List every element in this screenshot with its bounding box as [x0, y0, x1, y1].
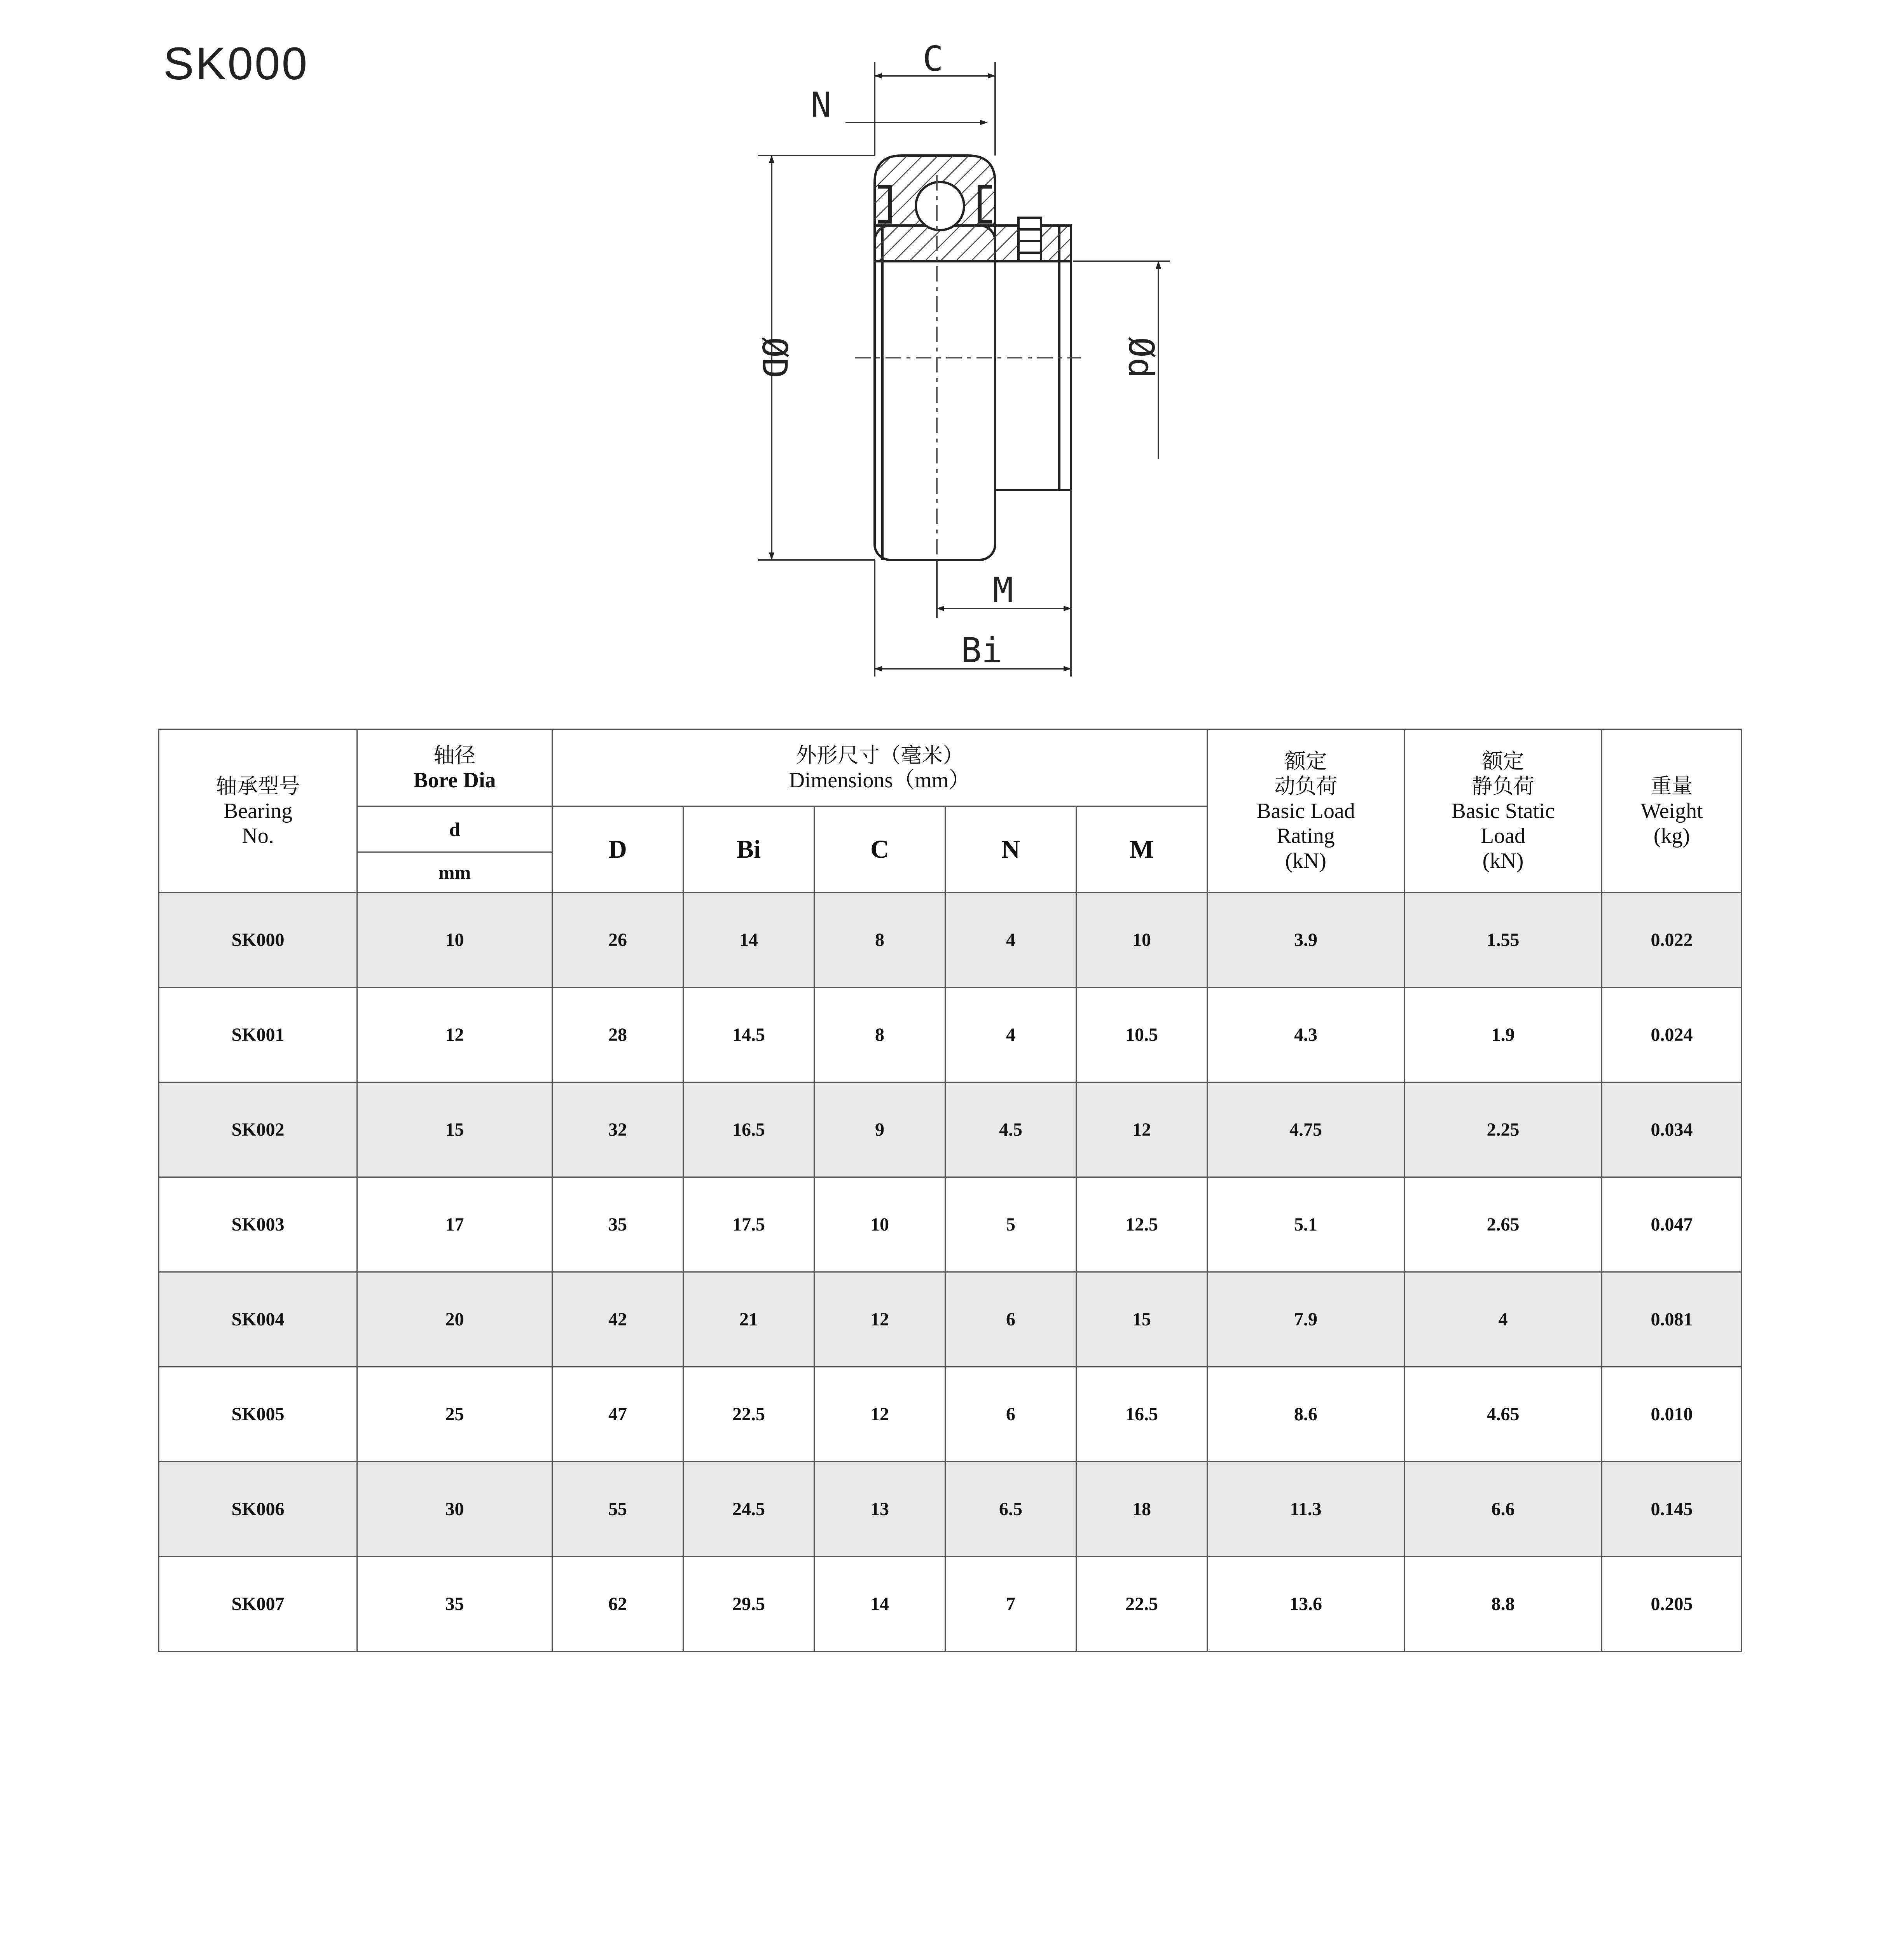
cell-d: 42	[552, 1272, 683, 1367]
cell-weight: 0.047	[1602, 1177, 1742, 1272]
cell-n: 6	[945, 1367, 1076, 1462]
cell-c: 9	[814, 1082, 945, 1177]
cell-bi: 14.5	[683, 988, 814, 1082]
header-bore-unit: mm	[357, 852, 552, 893]
header-dim-bi: Bi	[683, 806, 814, 893]
cell-bore: 35	[357, 1557, 552, 1652]
cell-bearing-no: SK007	[159, 1557, 357, 1652]
table-row	[159, 1272, 1742, 1367]
cell-n: 5	[945, 1177, 1076, 1272]
cell-bi: 29.5	[683, 1557, 814, 1652]
cell-d: 28	[552, 988, 683, 1082]
cell-m: 12	[1076, 1082, 1207, 1177]
cell-bore: 15	[357, 1082, 552, 1177]
cell-weight: 0.010	[1602, 1367, 1742, 1462]
header-dim-c: C	[814, 806, 945, 893]
cell-static-load: 4.65	[1404, 1367, 1602, 1462]
label-od: ØD	[755, 337, 795, 378]
cell-d: 26	[552, 893, 683, 988]
cell-c: 12	[814, 1272, 945, 1367]
cell-weight: 0.022	[1602, 893, 1742, 988]
label-bore: Ød	[1121, 337, 1161, 378]
cell-weight: 0.145	[1602, 1462, 1742, 1557]
cell-bearing-no: SK000	[159, 893, 357, 988]
cell-m: 18	[1076, 1462, 1207, 1557]
cell-weight: 0.024	[1602, 988, 1742, 1082]
cell-m: 12.5	[1076, 1177, 1207, 1272]
cell-c: 13	[814, 1462, 945, 1557]
cell-bore: 12	[357, 988, 552, 1082]
cell-dynamic-load: 8.6	[1207, 1367, 1404, 1462]
page-title: SK000	[163, 38, 309, 89]
cell-dynamic-load: 4.3	[1207, 988, 1404, 1082]
cell-bi: 16.5	[683, 1082, 814, 1177]
cell-dynamic-load: 11.3	[1207, 1462, 1404, 1557]
cell-static-load: 4	[1404, 1272, 1602, 1367]
cell-bearing-no: SK003	[159, 1177, 357, 1272]
cell-dynamic-load: 7.9	[1207, 1272, 1404, 1367]
cell-bi: 21	[683, 1272, 814, 1367]
cell-bore: 10	[357, 893, 552, 988]
header-static-load: 额定 静负荷 Basic Static Load (kN)	[1404, 729, 1602, 893]
label-m: M	[992, 570, 1013, 610]
table-row	[159, 1462, 1742, 1557]
cell-dynamic-load: 13.6	[1207, 1557, 1404, 1652]
cell-c: 12	[814, 1367, 945, 1462]
cell-bore: 30	[357, 1462, 552, 1557]
table-row	[159, 988, 1742, 1082]
header-dim-m: M	[1076, 806, 1207, 893]
cell-c: 8	[814, 893, 945, 988]
cell-weight: 0.205	[1602, 1557, 1742, 1652]
cell-bearing-no: SK006	[159, 1462, 357, 1557]
cell-m: 16.5	[1076, 1367, 1207, 1462]
cell-static-load: 1.9	[1404, 988, 1602, 1082]
cell-weight: 0.034	[1602, 1082, 1742, 1177]
table-row	[159, 1082, 1742, 1177]
cell-m: 22.5	[1076, 1557, 1207, 1652]
cell-bore: 25	[357, 1367, 552, 1462]
cell-d: 62	[552, 1557, 683, 1652]
cell-bore: 17	[357, 1177, 552, 1272]
cell-static-load: 2.65	[1404, 1177, 1602, 1272]
cell-n: 4	[945, 893, 1076, 988]
cell-c: 8	[814, 988, 945, 1082]
header-bore-symbol: d	[357, 806, 552, 852]
header-weight: 重量 Weight (kg)	[1602, 729, 1742, 893]
cell-m: 10.5	[1076, 988, 1207, 1082]
cell-d: 32	[552, 1082, 683, 1177]
cell-bearing-no: SK004	[159, 1272, 357, 1367]
cell-static-load: 1.55	[1404, 893, 1602, 988]
cell-bearing-no: SK002	[159, 1082, 357, 1177]
cell-n: 4.5	[945, 1082, 1076, 1177]
cell-dynamic-load: 5.1	[1207, 1177, 1404, 1272]
cell-d: 55	[552, 1462, 683, 1557]
header-dim-n: N	[945, 806, 1076, 893]
table-row	[159, 1367, 1742, 1462]
cell-d: 47	[552, 1367, 683, 1462]
header-dimensions: 外形尺寸（毫米） Dimensions（mm）	[552, 729, 1207, 806]
cell-weight: 0.081	[1602, 1272, 1742, 1367]
cell-m: 15	[1076, 1272, 1207, 1367]
cell-dynamic-load: 4.75	[1207, 1082, 1404, 1177]
cell-bi: 14	[683, 893, 814, 988]
cell-static-load: 8.8	[1404, 1557, 1602, 1652]
label-c: C	[922, 39, 943, 79]
cell-c: 10	[814, 1177, 945, 1272]
cell-bi: 24.5	[683, 1462, 814, 1557]
header-dynamic-load: 额定 动负荷 Basic Load Rating (kN)	[1207, 729, 1404, 893]
cell-dynamic-load: 3.9	[1207, 893, 1404, 988]
cell-n: 4	[945, 988, 1076, 1082]
cell-d: 35	[552, 1177, 683, 1272]
header-bearing-no: 轴承型号 Bearing No.	[159, 729, 357, 893]
spec-table	[158, 729, 1742, 1652]
cell-bi: 17.5	[683, 1177, 814, 1272]
table-row	[159, 1557, 1742, 1652]
cell-n: 6	[945, 1272, 1076, 1367]
cell-bi: 22.5	[683, 1367, 814, 1462]
cell-m: 10	[1076, 893, 1207, 988]
cell-n: 6.5	[945, 1462, 1076, 1557]
header-dim-d: D	[552, 806, 683, 893]
cell-c: 14	[814, 1557, 945, 1652]
label-bi: Bi	[961, 630, 1002, 670]
cell-bore: 20	[357, 1272, 552, 1367]
dimension-labels	[755, 39, 1161, 670]
cell-n: 7	[945, 1557, 1076, 1652]
bearing-drawing	[0, 0, 1904, 700]
table-row	[159, 893, 1742, 988]
cell-bearing-no: SK005	[159, 1367, 357, 1462]
cell-bearing-no: SK001	[159, 988, 357, 1082]
cell-static-load: 6.6	[1404, 1462, 1602, 1557]
table-row	[159, 1177, 1742, 1272]
label-n: N	[811, 85, 831, 125]
cell-static-load: 2.25	[1404, 1082, 1602, 1177]
header-bore-dia: 轴径 Bore Dia	[357, 729, 552, 806]
